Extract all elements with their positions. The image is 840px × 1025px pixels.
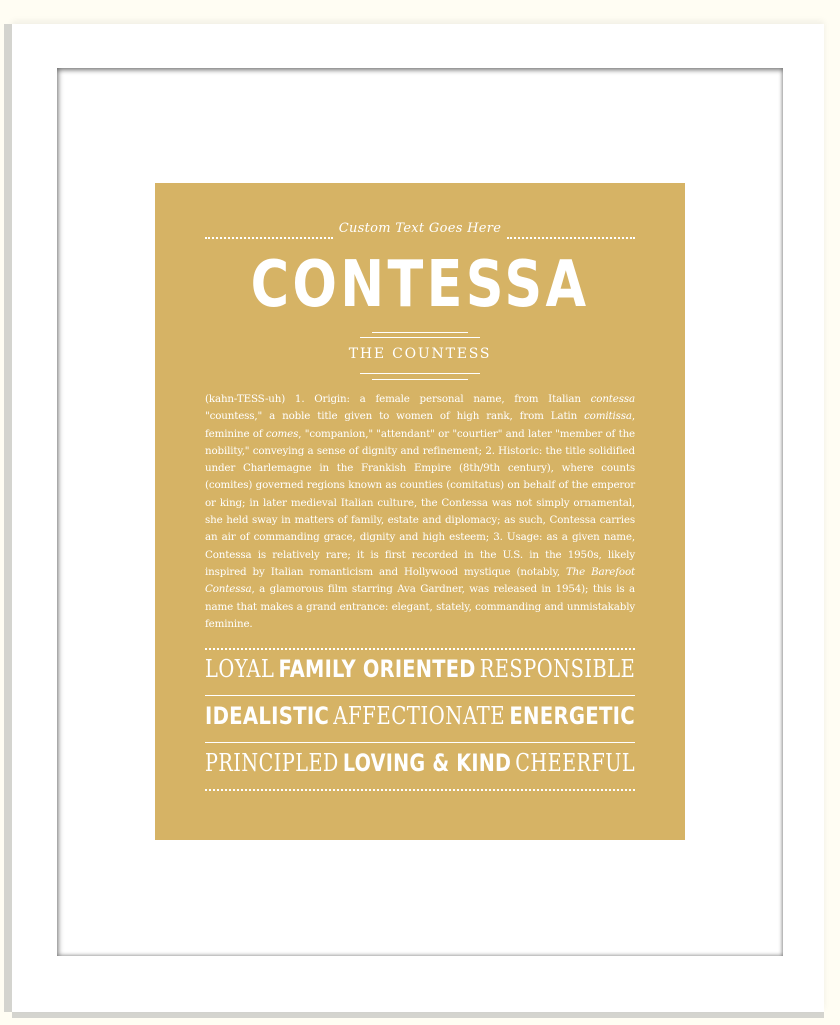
- trait-row-inner: [205, 655, 635, 683]
- custom-text-row: [205, 221, 635, 245]
- rule-line: [372, 379, 468, 380]
- name-definition: [205, 391, 635, 633]
- rule-line: [360, 337, 480, 338]
- rule-line: [360, 373, 480, 374]
- definition-text: , feminine of: [205, 410, 635, 440]
- trait: ENERGETIC: [509, 702, 635, 730]
- definition-italic: comitissa: [584, 410, 632, 423]
- dotted-divider-left: [205, 237, 333, 239]
- definition-italic: The Barefoot Contessa: [205, 565, 635, 596]
- trait-row: [205, 702, 635, 738]
- rule-line: [372, 332, 468, 333]
- trait: LOYAL: [205, 655, 275, 683]
- custom-text: Custom Text Goes Here: [338, 221, 502, 236]
- trait: LOVING & KIND: [342, 749, 512, 777]
- definition-text: "countess," a noble title given to women of high rank, from Latin: [205, 410, 585, 423]
- trait: RESPONSIBLE: [479, 655, 636, 683]
- print-name: CONTESSA: [250, 248, 590, 322]
- definition-italic: comes: [265, 427, 299, 440]
- trait-separator: [205, 695, 635, 696]
- trait: IDEALISTIC: [205, 702, 330, 730]
- pronunciation: (kahn-TESS-uh): [205, 393, 286, 405]
- name-meaning: THE COUNTESS: [348, 346, 492, 362]
- definition-text: , "companion," "attendant" or "courtier" and later "member of the nobility," conveying a sense of dignity and refinement; 2. Historic: the title solidified under Charlemagne in the Frankish Empire (8th/9th century), where counts (comites) governed regions known as counties (comitatus) on behalf of the emperor or king; in later medieval Italian culture, the Contessa was not simply ornamental, she held sway in matters of family, estate and diplomacy; as such, Contessa carries an air of commanding grace, dignity and high esteem; 3. Usage: as a given name, Contessa is relatively rare; it is first recorded in the U.S. in the 1950s, likely inspired by Italian romanticism and Hollywood mystique (notably,: [205, 427, 635, 578]
- definition-italic: contessa: [590, 393, 635, 405]
- trait: PRINCIPLED: [205, 749, 339, 777]
- trait-row-inner: [205, 749, 635, 777]
- trait: FAMILY ORIENTED: [278, 655, 476, 683]
- dotted-divider-right: [507, 237, 635, 239]
- trait: AFFECTIONATE: [333, 702, 506, 730]
- trait-row-inner: [205, 702, 635, 730]
- trait-row: [205, 749, 635, 785]
- trait-row: [205, 655, 635, 691]
- definition-text: 1. Origin: a female personal name, from Italian: [285, 393, 591, 405]
- trait: CHEERFUL: [515, 749, 636, 777]
- trait-separator: [205, 742, 635, 743]
- dotted-divider: [205, 789, 635, 791]
- definition-text: , a glamorous film starring Ava Gardner, was released in 1954); this is a name that makes a grand entrance: elegant, stately, commanding and unmistakably feminine.: [205, 583, 635, 630]
- dotted-divider: [205, 648, 635, 650]
- name-print: [155, 183, 685, 840]
